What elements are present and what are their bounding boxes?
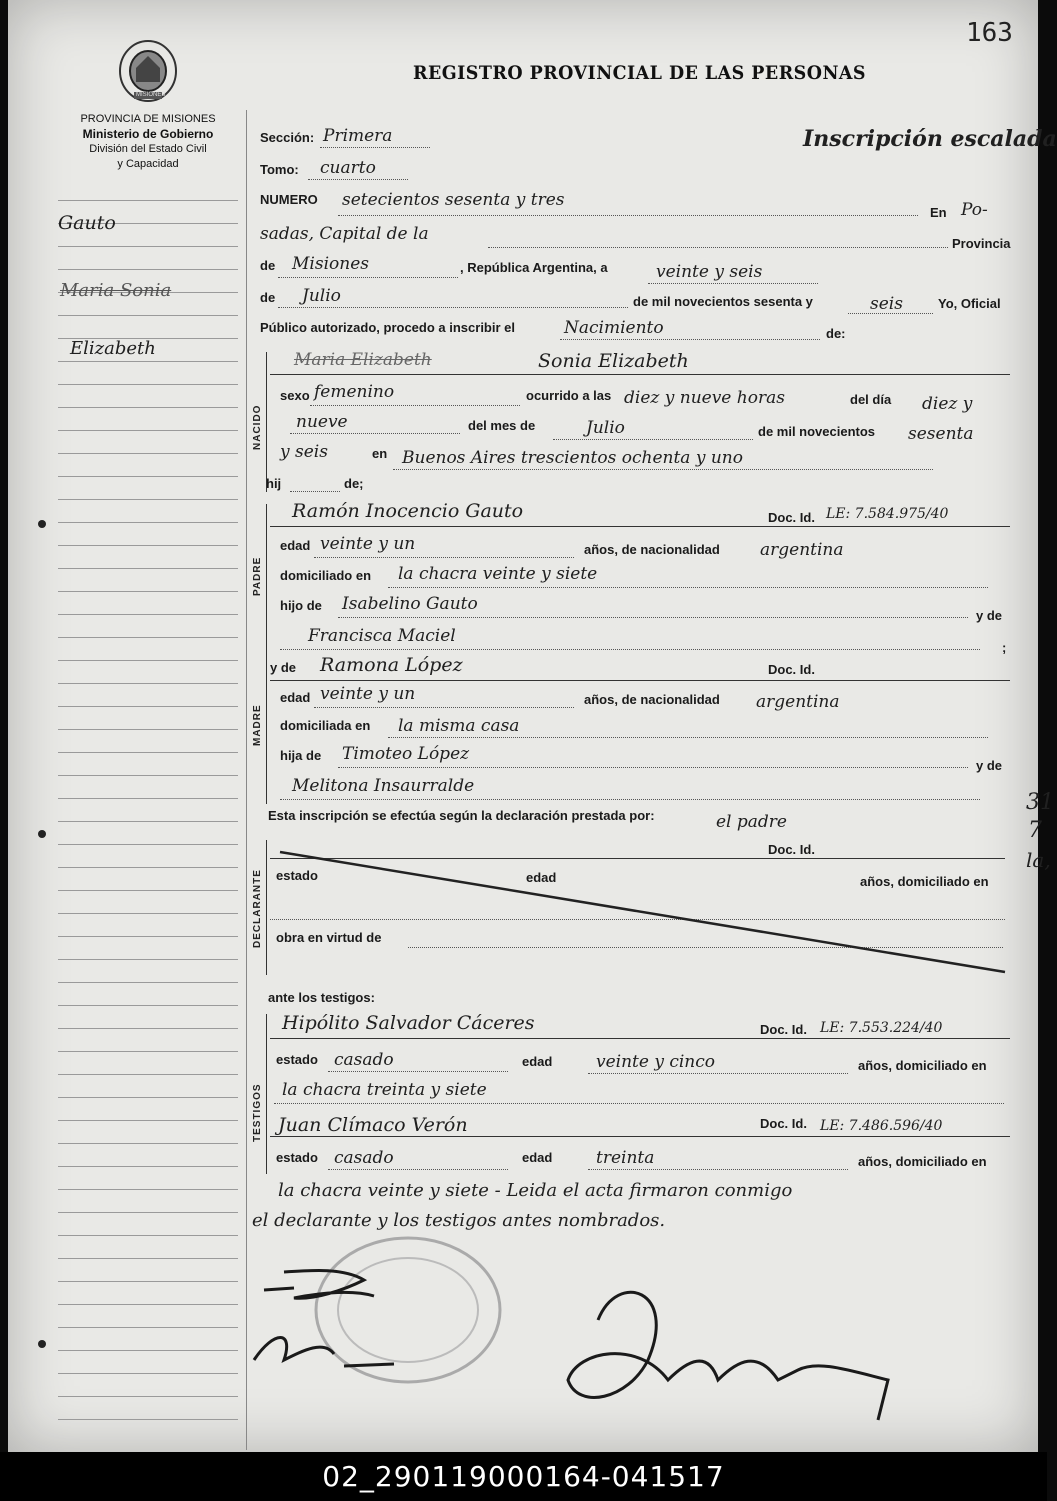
anio-label: de mil novecientos [758, 424, 876, 439]
binder-hole [38, 520, 46, 528]
rule-line [270, 680, 1010, 681]
declarante-doc-label: Doc. Id. [768, 842, 815, 857]
dotted-line [338, 766, 968, 768]
publico-label: Público autorizado, procedo a inscribir el [260, 320, 515, 335]
margin-ruled-line [58, 1051, 238, 1052]
month-value: Julio [302, 286, 341, 306]
padre-edad-value: veinte y un [320, 534, 416, 554]
dotted-line [338, 214, 918, 216]
testigos-ante-label: ante los testigos: [268, 990, 375, 1005]
mes-label: del mes de [468, 418, 536, 433]
testigo-2-anos-label: años, domiciliado en [858, 1154, 987, 1169]
dotted-line [314, 706, 574, 708]
hij-de-label: de; [344, 476, 364, 491]
margin-ruled-line [58, 683, 238, 684]
margin-ruled-line [58, 522, 238, 523]
testigo-2-doc-value: LE: 7.486.596/40 [820, 1118, 943, 1134]
margin-ruled-line [58, 1327, 238, 1328]
margin-ruled-line [58, 844, 238, 845]
dotted-line [338, 616, 968, 618]
margin-ruled-line [58, 752, 238, 753]
ministry-line-4: y Capacidad [117, 158, 179, 170]
ministry-line-2: Ministerio de Gobierno [82, 127, 214, 141]
margin-ruled-line [58, 200, 238, 201]
padre-domicilio-label: domiciliado en [280, 568, 372, 583]
margin-ruled-line [58, 867, 238, 868]
tomo-value: cuarto [320, 158, 376, 178]
padre-name-value: Ramón Inocencio Gauto [292, 500, 524, 522]
margin-ruled-line [58, 1028, 238, 1029]
ministry-header [48, 112, 248, 172]
dotted-line [553, 438, 753, 440]
nacido-name-crossed: Maria Elizabeth [294, 350, 432, 370]
margin-ruled-line [58, 1166, 238, 1167]
ocurrido-label: ocurrido a las [526, 388, 612, 403]
dotted-line [278, 276, 458, 278]
margin-ruled-line [58, 476, 238, 477]
testigo-1-domicilio: la chacra treinta y siete [282, 1080, 487, 1100]
dia-value-2: nueve [296, 412, 348, 432]
hora-value: diez y nueve horas [624, 388, 785, 408]
dotted-line [488, 246, 948, 248]
signature-testigo-1 [244, 1320, 404, 1380]
rule-line [270, 526, 1010, 527]
margin-ruled-line [58, 1373, 238, 1374]
testigo-1-edad-label: edad [522, 1054, 553, 1069]
rule-line [270, 1038, 1010, 1039]
city-part-1: Po- [961, 200, 988, 220]
padre-nacionalidad-value: argentina [760, 540, 844, 560]
margin-ruled-line [58, 821, 238, 822]
margin-ruled-line [58, 269, 238, 270]
margin-ruled-line [58, 1350, 238, 1351]
testigo-1-anos-label: años, domiciliado en [858, 1058, 987, 1073]
testigos-bracket [266, 1014, 267, 1174]
testigo-2-edad-label: edad [522, 1150, 553, 1165]
page-number: 163 [966, 18, 1013, 48]
padre-hijo-label: hijo de [280, 598, 322, 613]
madre-edad-value: veinte y un [320, 684, 416, 704]
madre-y-de-label: y de [270, 660, 297, 675]
dotted-line [280, 648, 980, 650]
testigos-section-label: TESTIGOS [252, 1083, 263, 1142]
padre-domicilio-value: la chacra veinte y siete [398, 564, 598, 584]
padre-father-name: Isabelino Gauto [342, 594, 478, 614]
margin-ruled-line [58, 913, 238, 914]
madre-mother-name: Melitona Insaurralde [292, 776, 475, 796]
testigo-2-estado-value: casado [334, 1148, 394, 1168]
padre-doc-value: LE: 7.584.975/40 [826, 506, 949, 522]
dotted-line [393, 468, 933, 470]
rule-line [270, 374, 1010, 375]
margin-ruled-line [58, 1143, 238, 1144]
dotted-line [648, 282, 818, 284]
dotted-line [848, 312, 933, 314]
dotted-line [588, 1168, 848, 1170]
testigo-1-doc-label: Doc. Id. [760, 1022, 807, 1037]
declarante-anos-label: años, domiciliado en [860, 874, 989, 889]
margin-ruled-line [58, 591, 238, 592]
margin-ruled-line [58, 1120, 238, 1121]
rule-line [270, 1136, 1010, 1137]
binder-hole [38, 1340, 46, 1348]
padre-doc-label: Doc. Id. [768, 510, 815, 525]
margin-ruled-line [58, 1396, 238, 1397]
madre-y-de-label: y de [976, 758, 1003, 773]
madre-domicilio-label: domiciliada en [280, 718, 371, 733]
madre-nacionalidad-label: años, de nacionalidad [584, 692, 720, 707]
seal-label: MISIONES [136, 92, 166, 98]
madre-hija-label: hija de [280, 748, 322, 763]
margin-ruled-line [58, 1005, 238, 1006]
margin-crossed-names: Maria Sonia [60, 280, 172, 301]
declarante-estado-label: estado [276, 868, 318, 883]
nacido-section-label: NACIDO [252, 404, 263, 450]
declaracion-value: el padre [716, 812, 787, 832]
declarante-bracket [266, 840, 267, 975]
margin-ruled-line [58, 959, 238, 960]
testigo-1-estado-label: estado [276, 1052, 318, 1067]
margin-ruled-line [58, 315, 238, 316]
day-value: veinte y seis [656, 262, 763, 282]
scan-identifier-footer: 02_290119000164-041517 [0, 1452, 1047, 1501]
margin-ruled-line [58, 982, 238, 983]
madre-doc-label: Doc. Id. [768, 662, 815, 677]
registration-annotation: Inscripción escalada [803, 126, 1057, 152]
signature-official [558, 1280, 898, 1420]
declarante-obra-label: obra en virtud de [276, 930, 382, 945]
dotted-line [308, 178, 408, 180]
margin-ruled-line [58, 637, 238, 638]
numero-label: NUMERO [260, 192, 318, 207]
testigo-2-estado-label: estado [276, 1150, 318, 1165]
right-margin-note-1: 31 [1026, 790, 1054, 815]
margin-ruled-line [58, 407, 238, 408]
testigo-2-doc-label: Doc. Id. [760, 1116, 807, 1131]
margin-separator [246, 110, 247, 1450]
dotted-line [320, 146, 430, 148]
ministry-line-1: PROVINCIA DE MISIONES [80, 113, 216, 125]
year-label: de mil novecientos sesenta y [633, 294, 813, 309]
dotted-line [310, 404, 520, 406]
testigo-2-edad-value: treinta [596, 1148, 655, 1168]
margin-ruled-line [58, 1419, 238, 1420]
en-label: En [930, 205, 947, 220]
dotted-line [274, 1102, 1004, 1104]
padre-mother-name: Francisca Maciel [308, 626, 456, 646]
margin-ruled-line [58, 614, 238, 615]
dotted-line [560, 338, 820, 340]
en-place-label: en [372, 446, 388, 461]
tomo-label: Tomo: [260, 162, 299, 177]
margin-ruled-line [58, 936, 238, 937]
dotted-line [328, 1168, 508, 1170]
ministry-line-3: División del Estado Civil [89, 143, 207, 155]
margin-ruled-line [58, 660, 238, 661]
margin-ruled-line [58, 361, 238, 362]
anio-value-1: sesenta [908, 424, 974, 444]
margin-ruled-line [58, 499, 238, 500]
dotted-line [290, 490, 340, 492]
margin-ruled-line [58, 1235, 238, 1236]
margin-ruled-line [58, 1281, 238, 1282]
padre-y-de-label: y de [976, 608, 1003, 623]
year-value: seis [870, 294, 903, 314]
sexo-value: femenino [314, 382, 395, 402]
margin-ruled-line [58, 430, 238, 431]
padre-section-label: PADRE [252, 556, 263, 596]
margin-ruled-line [58, 1304, 238, 1305]
testigo-1-doc-value: LE: 7.553.224/40 [820, 1020, 943, 1036]
seccion-label: Sección: [260, 130, 315, 145]
act-value: Nacimiento [564, 318, 664, 338]
mes-value: Julio [586, 418, 625, 438]
nacido-bracket [266, 352, 267, 492]
del-dia-label: del día [850, 392, 892, 407]
sexo-label: sexo [280, 388, 310, 403]
dotted-line [290, 432, 460, 434]
madre-domicilio-value: la misma casa [398, 716, 520, 736]
document-title: REGISTRO PROVINCIAL DE LAS PERSONAS [413, 62, 866, 84]
testigo-2-name: Juan Clímaco Verón [278, 1114, 468, 1136]
republica-label: , República Argentina, a [460, 260, 608, 275]
de3-label: de: [826, 326, 846, 341]
madre-edad-label: edad [280, 690, 311, 705]
dotted-line [388, 736, 988, 738]
padre-edad-label: edad [280, 538, 311, 553]
testigo-1-edad-value: veinte y cinco [596, 1052, 716, 1072]
dotted-line [314, 556, 574, 558]
margin-ruled-line [58, 568, 238, 569]
testigo-1-name: Hipólito Salvador Cáceres [282, 1012, 535, 1034]
closing-line-2: el declarante y los testigos antes nombrados. [252, 1210, 666, 1231]
declaracion-label: Esta inscripción se efectúa según la declaración prestada por: [268, 808, 655, 823]
padre-bracket [266, 504, 267, 654]
declarante-strike-line [270, 846, 1010, 976]
margin-ruled-line [58, 706, 238, 707]
margin-ruled-line [58, 384, 238, 385]
dotted-line [280, 798, 980, 800]
margin-ruled-line [58, 798, 238, 799]
margin-ruled-line [58, 1097, 238, 1098]
declarante-edad-label: edad [526, 870, 557, 885]
dotted-line [328, 1070, 508, 1072]
oficial-label: Yo, Oficial [938, 296, 1001, 311]
madre-nacionalidad-value: argentina [756, 692, 840, 712]
margin-ruled-line [58, 729, 238, 730]
margin-ruled-line [58, 890, 238, 891]
margin-ruled-line [58, 1189, 238, 1190]
margin-ruled-line [58, 545, 238, 546]
dotted-line [588, 1072, 848, 1074]
margin-ruled-line [58, 1258, 238, 1259]
margin-given-name: Elizabeth [70, 338, 156, 359]
margin-ruled-line [58, 775, 238, 776]
dia-value-1: diez y [922, 394, 973, 414]
dotted-line [278, 306, 628, 308]
de2-label: de [260, 290, 276, 305]
margin-ruled-line [58, 453, 238, 454]
numero-value: setecientos sesenta y tres [342, 190, 565, 210]
place-value: Buenos Aires trescientos ochenta y uno [402, 448, 743, 468]
closing-line-1: la chacra veinte y siete - Leida el acta firmaron conmigo [278, 1180, 793, 1201]
right-margin-note-2: 7 [1028, 818, 1042, 843]
madre-bracket [266, 654, 267, 804]
dotted-line [388, 586, 988, 588]
province-value: Misiones [292, 254, 369, 274]
signature-declarante [254, 1260, 394, 1320]
coat-of-arms-seal [116, 38, 180, 104]
margin-ruled-line [58, 1212, 238, 1213]
anio-value-2: y seis [280, 442, 328, 462]
padre-nacionalidad-label: años, de nacionalidad [584, 542, 720, 557]
document-sheet [8, 0, 1057, 1452]
right-margin-note-3: la, [1026, 848, 1051, 872]
madre-father-name: Timoteo López [342, 744, 470, 764]
declarante-section-label: DECLARANTE [252, 869, 263, 948]
margin-ruled-line [58, 1074, 238, 1075]
margin-surname: Gauto [58, 212, 116, 234]
margin-ruled-line [58, 246, 238, 247]
padre-semicolon: ; [1002, 640, 1007, 655]
testigo-1-estado-value: casado [334, 1050, 394, 1070]
madre-name-value: Ramona López [320, 654, 463, 676]
nacido-name-value: Sonia Elizabeth [538, 350, 689, 372]
hij-label: hij [266, 476, 282, 491]
binder-hole [38, 830, 46, 838]
de-label: de [260, 258, 276, 273]
madre-section-label: MADRE [252, 704, 263, 746]
seccion-value: Primera [323, 126, 393, 146]
provincia-label: Provincia [952, 236, 1011, 251]
city-part-2: sadas, Capital de la [260, 224, 429, 244]
